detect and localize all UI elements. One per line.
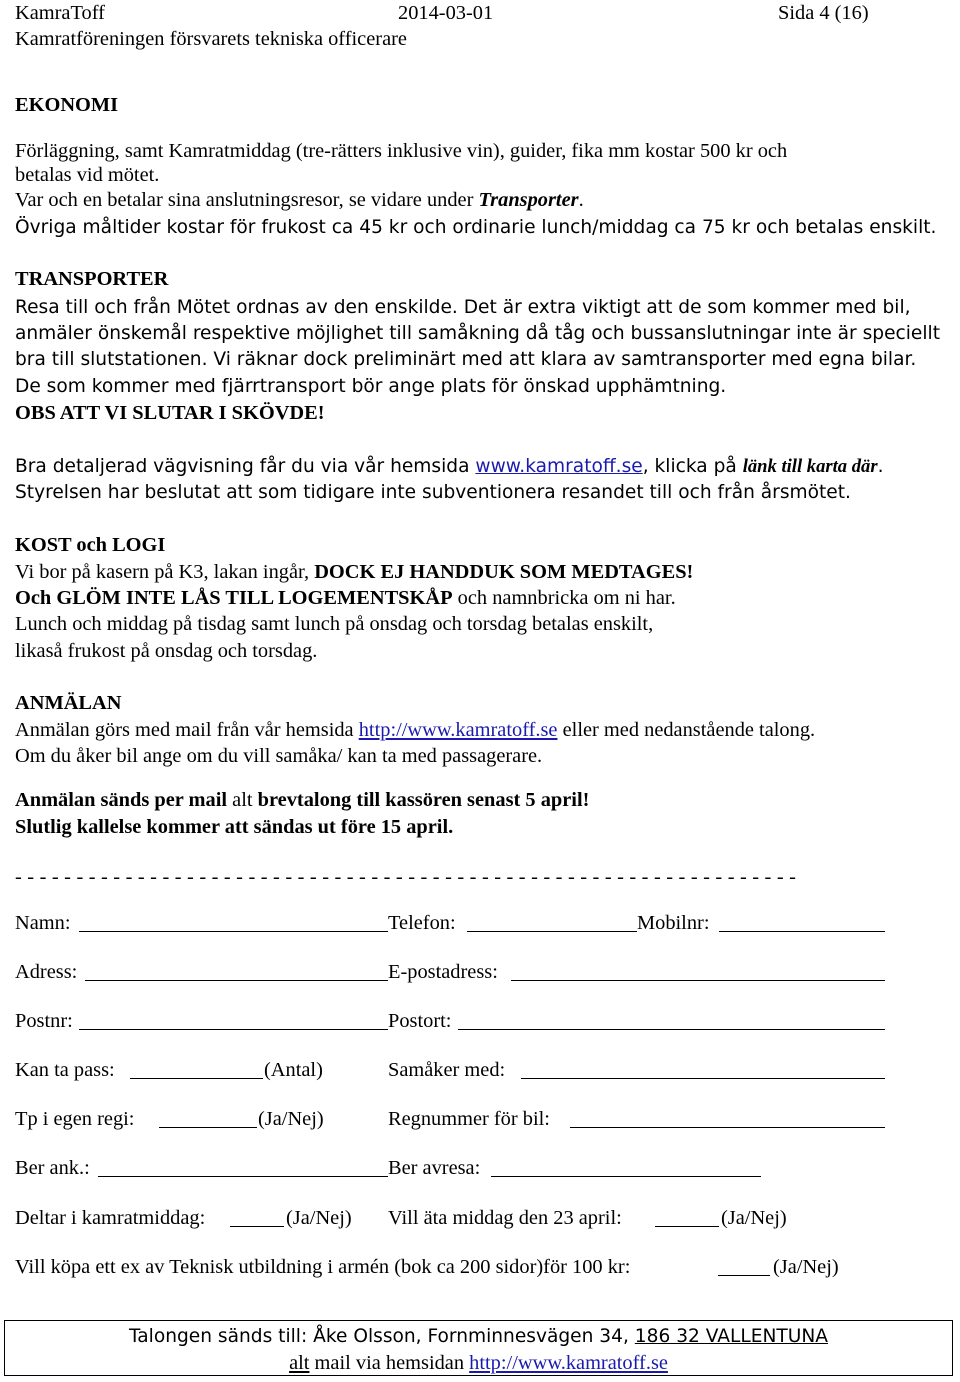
transporter-line2: anmäler önskemål respektive möjlighet till samåkning då tåg och bussanslutningar inte är speciellt xyxy=(15,323,940,344)
mobile-label: Mobilnr: xyxy=(637,912,710,934)
header-org-short: KamraToff xyxy=(15,2,105,24)
email-label: E-postadress: xyxy=(388,961,498,983)
book-purchase-suffix: (Ja/Nej) xyxy=(773,1256,839,1278)
ekonomi-heading: EKONOMI xyxy=(15,94,119,116)
header-org-full: Kamratföreningen försvarets tekniska officerare xyxy=(15,28,407,50)
address-label: Adress: xyxy=(15,961,78,983)
anmalan-line4: Slutlig kallelse kommer att sändas ut före 15 april. xyxy=(15,816,454,838)
name-label: Namn: xyxy=(15,912,71,934)
anmalan-line2: Om du åker bil ange om du vill samåka/ kan ta med passagerare. xyxy=(15,745,543,767)
ekonomi-line2: betalas vid mötet. xyxy=(15,164,160,186)
ekonomi-line3: Var och en betalar sina anslutningsresor, se vidare under Transporter. xyxy=(15,189,584,211)
kost-line4: likaså frukost på onsdag och torsdag. xyxy=(15,640,318,662)
phone-label: Telefon: xyxy=(388,912,456,934)
arrival-field[interactable] xyxy=(98,1176,388,1177)
mailing-address-box xyxy=(4,1320,953,1376)
passengers-label: Kan ta pass: xyxy=(15,1059,115,1081)
kost-heading: KOST och LOGI xyxy=(15,534,166,556)
phone-field[interactable] xyxy=(467,931,637,932)
map-link-text: länk till karta där xyxy=(742,456,878,477)
car-registration-field[interactable] xyxy=(570,1127,885,1128)
header-date: 2014-03-01 xyxy=(398,2,494,24)
arrival-label: Ber ank.: xyxy=(15,1157,90,1179)
transporter-line3: bra till slutstationen. Vi räknar dock preliminärt med att klara av samtransporter med egna bilar. xyxy=(15,349,917,370)
departure-label: Ber avresa: xyxy=(388,1157,481,1179)
transporter-line6: Bra detaljerad vägvisning får du via vår hemsida www.kamratoff.se, klicka på länk till karta där. xyxy=(15,456,884,477)
departure-field[interactable] xyxy=(491,1176,761,1177)
mailing-alt-line: alt mail via hemsidan http://www.kamratoff.se xyxy=(289,1352,668,1374)
book-purchase-label: Vill köpa ett ex av Teknisk utbildning i armén (bok ca 200 sidor)för 100 kr: xyxy=(15,1256,631,1278)
dinner-april-field[interactable] xyxy=(655,1226,719,1227)
own-transport-label: Tp i egen regi: xyxy=(15,1108,135,1130)
city-label: Postort: xyxy=(388,1010,452,1032)
passengers-suffix: (Antal) xyxy=(264,1059,323,1081)
transporter-line7: Styrelsen har beslutat att som tidigare inte subventionera resandet till och från årsmötet. xyxy=(15,482,851,503)
cut-line: - - - - - - - - - - - - - - - - - - - - - - - - - - - - - - - - - - - - - - - - - - - - - - - - - - - - - - - - - - - - - - - - xyxy=(15,866,797,888)
postal-code-field[interactable] xyxy=(79,1029,388,1030)
own-transport-field[interactable] xyxy=(159,1127,257,1128)
comrade-dinner-label: Deltar i kamratmiddag: xyxy=(15,1207,206,1229)
transporter-heading: TRANSPORTER xyxy=(15,268,169,290)
postal-code-label: Postnr: xyxy=(15,1010,73,1032)
book-purchase-field[interactable] xyxy=(718,1275,770,1276)
car-registration-label: Regnummer för bil: xyxy=(388,1108,550,1130)
dinner-april-label: Vill äta middag den 23 april: xyxy=(388,1207,622,1229)
carpool-label: Samåker med: xyxy=(388,1059,506,1081)
anmalan-line3: Anmälan sänds per mail alt brevtalong till kassören senast 5 april! xyxy=(15,789,590,811)
kost-line1: Vi bor på kasern på K3, lakan ingår, DOCK EJ HANDDUK SOM MEDTAGES! xyxy=(15,561,694,583)
city-field[interactable] xyxy=(458,1029,885,1030)
own-transport-suffix: (Ja/Nej) xyxy=(258,1108,324,1130)
mailing-address-line: Talongen sänds till: Åke Olsson, Fornminnesvägen 34, 186 32 VALLENTUNA xyxy=(128,1326,828,1347)
homepage-link[interactable]: http://www.kamratoff.se xyxy=(358,719,558,741)
ekonomi-line1: Förläggning, samt Kamratmiddag (tre-rätters inklusive vin), guider, fika mm kostar 500 kr och xyxy=(15,140,788,162)
footer-website-link[interactable]: http://www.kamratoff.se xyxy=(469,1352,668,1374)
address-field[interactable] xyxy=(85,980,388,981)
passengers-field[interactable] xyxy=(130,1078,263,1079)
kost-line3: Lunch och middag på tisdag samt lunch på onsdag och torsdag betalas enskilt, xyxy=(15,613,654,635)
dinner-april-suffix: (Ja/Nej) xyxy=(721,1207,787,1229)
transporter-warning: OBS ATT VI SLUTAR I SKÖVDE! xyxy=(15,402,325,424)
transporter-reference: Transporter xyxy=(478,189,579,211)
carpool-field[interactable] xyxy=(521,1078,885,1079)
website-link[interactable]: www.kamratoff.se xyxy=(475,456,643,477)
comrade-dinner-suffix: (Ja/Nej) xyxy=(286,1207,352,1229)
header-page-number: Sida 4 (16) xyxy=(778,2,869,24)
mobile-field[interactable] xyxy=(719,931,885,932)
transporter-line4: De som kommer med fjärrtransport bör ange plats för önskad upphämtning. xyxy=(15,376,727,397)
kost-line2: Och GLÖM INTE LÅS TILL LOGEMENTSKÅP och namnbricka om ni har. xyxy=(15,587,676,609)
transporter-line1: Resa till och från Mötet ordnas av den enskilde. Det är extra viktigt att de som kommer med bil, xyxy=(15,297,911,318)
anmalan-heading: ANMÄLAN xyxy=(15,692,122,714)
ekonomi-line4: Övriga måltider kostar för frukost ca 45 kr och ordinarie lunch/middag ca 75 kr och betalas enskilt. xyxy=(15,217,937,238)
name-field[interactable] xyxy=(79,931,388,932)
comrade-dinner-field[interactable] xyxy=(230,1226,284,1227)
email-field[interactable] xyxy=(511,980,885,981)
postal-city: 186 32 VALLENTUNA xyxy=(634,1326,828,1347)
anmalan-line1: Anmälan görs med mail från vår hemsida http://www.kamratoff.se eller med nedanstående talong. xyxy=(15,719,816,741)
